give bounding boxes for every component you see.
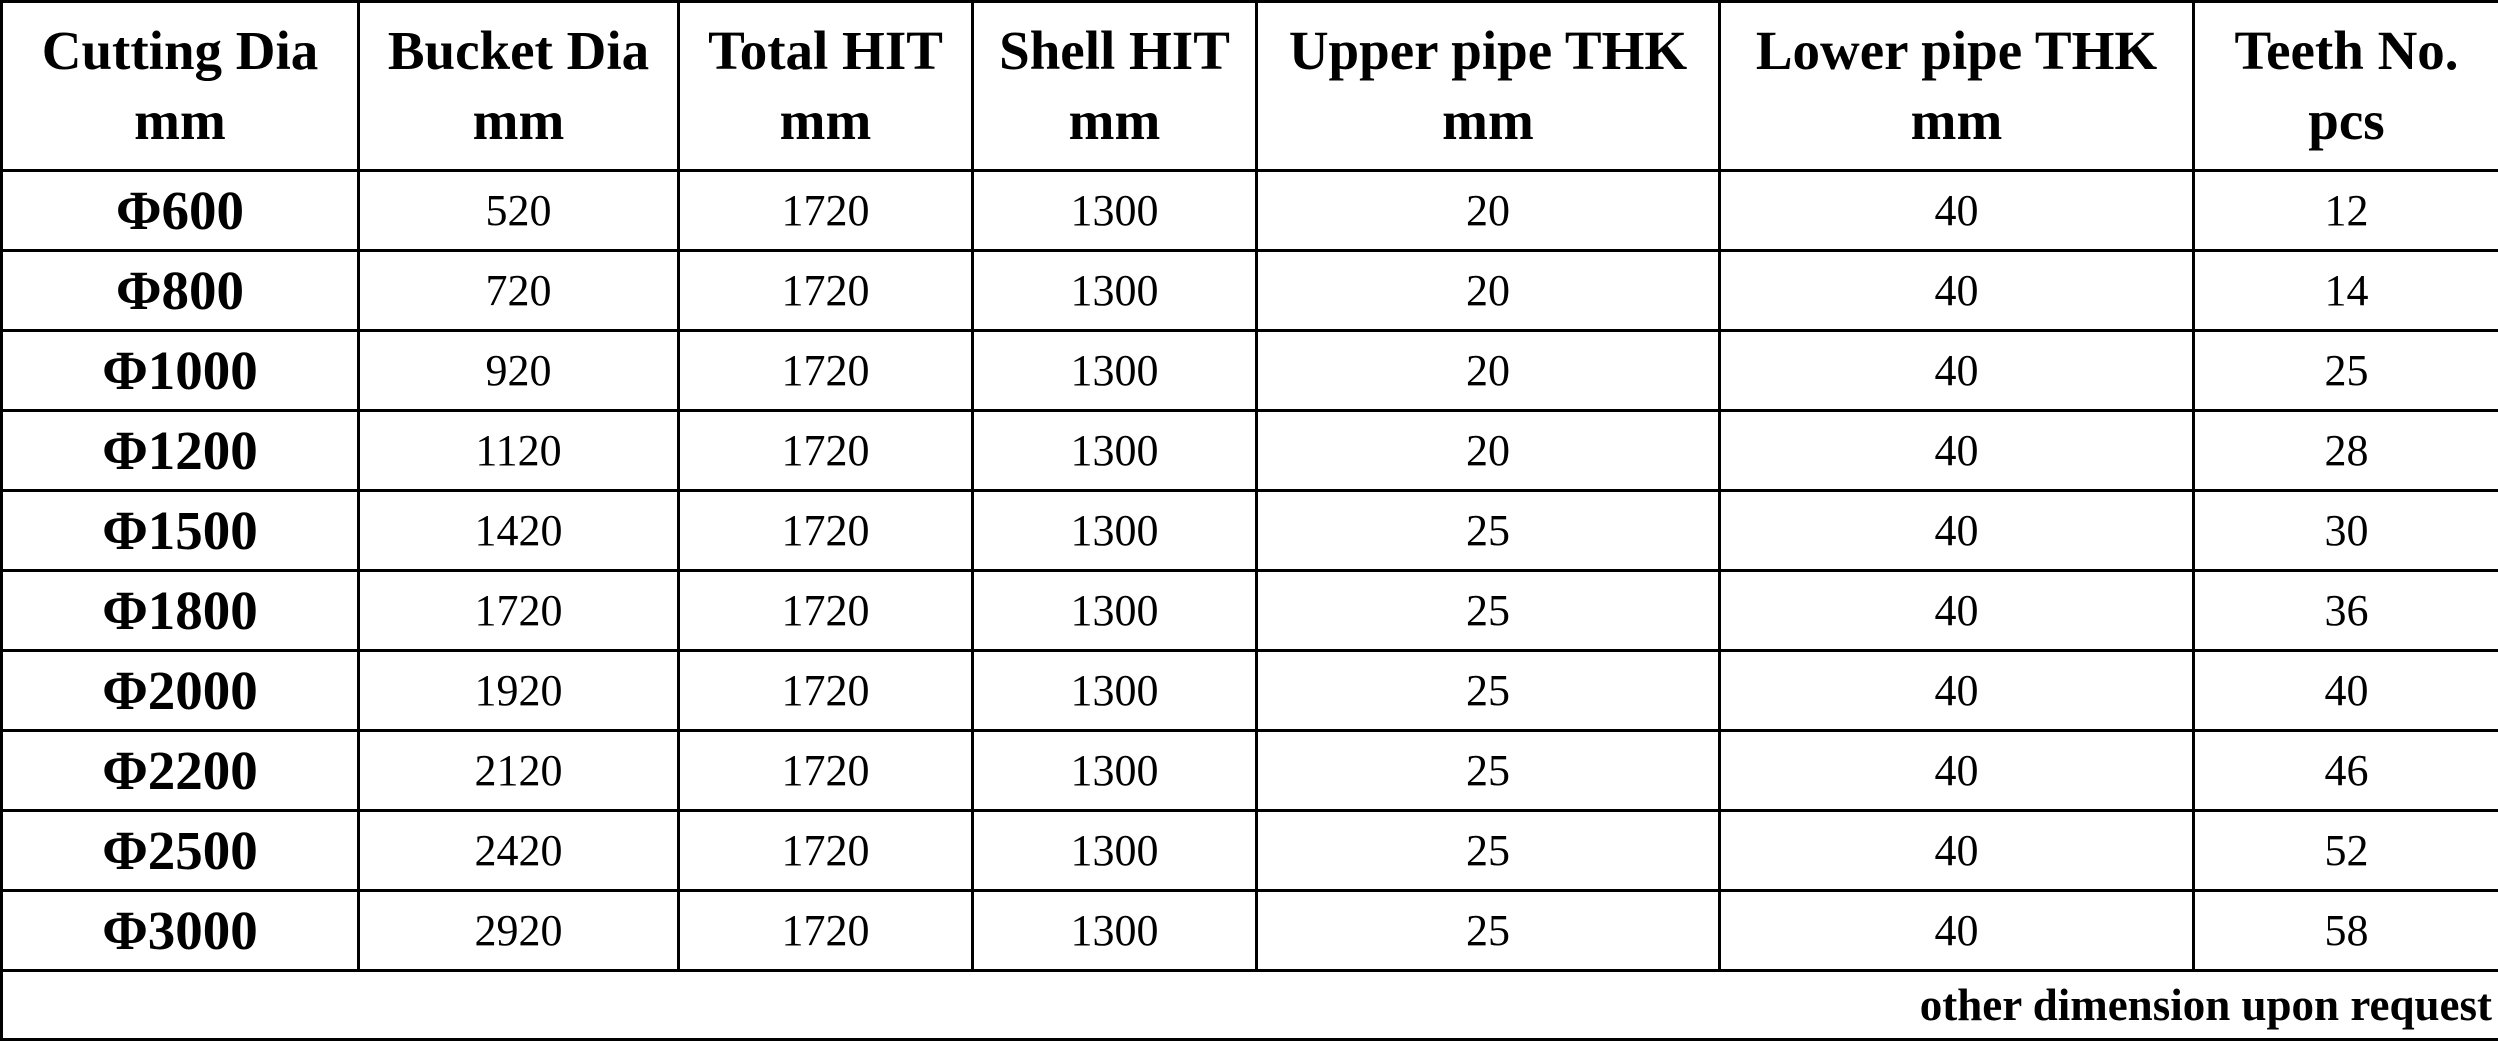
header-lower-pipe-thk: Lower pipe THK mm bbox=[1720, 2, 2194, 171]
cell-bucket-dia: 2420 bbox=[359, 811, 679, 891]
table-row bbox=[2, 651, 2498, 731]
cell-bucket-dia: 1920 bbox=[359, 651, 679, 731]
cell-teeth-no: 46 bbox=[2194, 731, 2498, 811]
cell-cutting-dia: Φ2200 bbox=[2, 731, 359, 811]
cell-total-hit: 1720 bbox=[679, 171, 973, 251]
cell-upper-pipe-thk: 20 bbox=[1257, 331, 1720, 411]
footer-note: other dimension upon request bbox=[2, 971, 2498, 1040]
cell-shell-hit: 1300 bbox=[973, 251, 1257, 331]
cell-cutting-dia: Φ1800 bbox=[2, 571, 359, 651]
cell-teeth-no: 52 bbox=[2194, 811, 2498, 891]
cell-teeth-no: 30 bbox=[2194, 491, 2498, 571]
header-row bbox=[2, 2, 2498, 171]
cell-bucket-dia: 1720 bbox=[359, 571, 679, 651]
cell-bucket-dia: 720 bbox=[359, 251, 679, 331]
table-row bbox=[2, 171, 2498, 251]
cell-teeth-no: 14 bbox=[2194, 251, 2498, 331]
header-bucket-dia: Bucket Dia mm bbox=[359, 2, 679, 171]
table-row bbox=[2, 811, 2498, 891]
cell-shell-hit: 1300 bbox=[973, 731, 1257, 811]
cell-bucket-dia: 2120 bbox=[359, 731, 679, 811]
cell-lower-pipe-thk: 40 bbox=[1720, 891, 2194, 971]
cell-total-hit: 1720 bbox=[679, 331, 973, 411]
cell-teeth-no: 28 bbox=[2194, 411, 2498, 491]
cell-upper-pipe-thk: 20 bbox=[1257, 411, 1720, 491]
header-upper-pipe-thk: Upper pipe THK mm bbox=[1257, 2, 1720, 171]
table-row bbox=[2, 571, 2498, 651]
cell-total-hit: 1720 bbox=[679, 491, 973, 571]
cell-upper-pipe-thk: 25 bbox=[1257, 491, 1720, 571]
cell-shell-hit: 1300 bbox=[973, 651, 1257, 731]
cell-shell-hit: 1300 bbox=[973, 571, 1257, 651]
table-row bbox=[2, 331, 2498, 411]
cell-lower-pipe-thk: 40 bbox=[1720, 171, 2194, 251]
cell-cutting-dia: Φ2000 bbox=[2, 651, 359, 731]
cell-bucket-dia: 520 bbox=[359, 171, 679, 251]
cell-lower-pipe-thk: 40 bbox=[1720, 331, 2194, 411]
table-row bbox=[2, 731, 2498, 811]
cell-upper-pipe-thk: 25 bbox=[1257, 731, 1720, 811]
cell-upper-pipe-thk: 25 bbox=[1257, 891, 1720, 971]
cell-cutting-dia: Φ1000 bbox=[2, 331, 359, 411]
cell-lower-pipe-thk: 40 bbox=[1720, 491, 2194, 571]
cell-cutting-dia: Φ3000 bbox=[2, 891, 359, 971]
cell-lower-pipe-thk: 40 bbox=[1720, 651, 2194, 731]
cell-shell-hit: 1300 bbox=[973, 891, 1257, 971]
cell-cutting-dia: Φ800 bbox=[2, 251, 359, 331]
cell-bucket-dia: 1120 bbox=[359, 411, 679, 491]
cell-shell-hit: 1300 bbox=[973, 331, 1257, 411]
cell-lower-pipe-thk: 40 bbox=[1720, 251, 2194, 331]
cell-total-hit: 1720 bbox=[679, 811, 973, 891]
cell-upper-pipe-thk: 25 bbox=[1257, 811, 1720, 891]
cell-total-hit: 1720 bbox=[679, 411, 973, 491]
cell-total-hit: 1720 bbox=[679, 251, 973, 331]
header-teeth-no: Teeth No. pcs bbox=[2194, 2, 2498, 171]
cell-shell-hit: 1300 bbox=[973, 811, 1257, 891]
cell-lower-pipe-thk: 40 bbox=[1720, 571, 2194, 651]
cell-total-hit: 1720 bbox=[679, 651, 973, 731]
cell-teeth-no: 40 bbox=[2194, 651, 2498, 731]
header-shell-hit: Shell HIT mm bbox=[973, 2, 1257, 171]
cell-cutting-dia: Φ600 bbox=[2, 171, 359, 251]
header-total-hit: Total HIT mm bbox=[679, 2, 973, 171]
cell-teeth-no: 36 bbox=[2194, 571, 2498, 651]
table-row bbox=[2, 891, 2498, 971]
table-body bbox=[2, 171, 2498, 971]
cell-total-hit: 1720 bbox=[679, 891, 973, 971]
cell-shell-hit: 1300 bbox=[973, 171, 1257, 251]
cell-upper-pipe-thk: 20 bbox=[1257, 171, 1720, 251]
cell-upper-pipe-thk: 25 bbox=[1257, 571, 1720, 651]
table-row bbox=[2, 411, 2498, 491]
footer-row bbox=[2, 971, 2498, 1040]
cell-shell-hit: 1300 bbox=[973, 491, 1257, 571]
cell-teeth-no: 25 bbox=[2194, 331, 2498, 411]
cell-bucket-dia: 1420 bbox=[359, 491, 679, 571]
cell-teeth-no: 12 bbox=[2194, 171, 2498, 251]
cell-lower-pipe-thk: 40 bbox=[1720, 411, 2194, 491]
cell-total-hit: 1720 bbox=[679, 731, 973, 811]
cell-lower-pipe-thk: 40 bbox=[1720, 731, 2194, 811]
cell-upper-pipe-thk: 20 bbox=[1257, 251, 1720, 331]
header-cutting-dia: Cutting Dia mm bbox=[2, 2, 359, 171]
cell-lower-pipe-thk: 40 bbox=[1720, 811, 2194, 891]
cell-bucket-dia: 920 bbox=[359, 331, 679, 411]
cell-cutting-dia: Φ2500 bbox=[2, 811, 359, 891]
table-row bbox=[2, 251, 2498, 331]
cell-teeth-no: 58 bbox=[2194, 891, 2498, 971]
cell-upper-pipe-thk: 25 bbox=[1257, 651, 1720, 731]
cell-cutting-dia: Φ1500 bbox=[2, 491, 359, 571]
cell-bucket-dia: 2920 bbox=[359, 891, 679, 971]
cell-shell-hit: 1300 bbox=[973, 411, 1257, 491]
table-row bbox=[2, 491, 2498, 571]
cell-cutting-dia: Φ1200 bbox=[2, 411, 359, 491]
cell-total-hit: 1720 bbox=[679, 571, 973, 651]
